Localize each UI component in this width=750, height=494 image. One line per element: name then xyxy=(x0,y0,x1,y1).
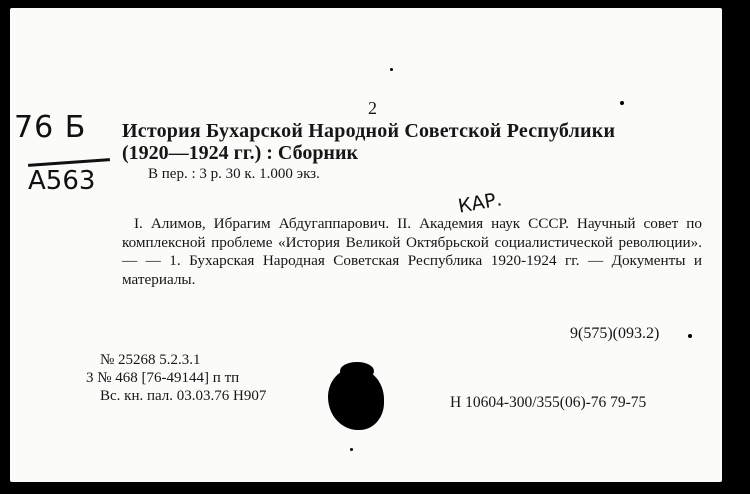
handwritten-shelfmark-top: 76 Б xyxy=(14,110,87,145)
ink-speck xyxy=(350,448,353,451)
title-line-1: История Бухарской Народной Советской Республики xyxy=(122,120,616,142)
record-line-2: 3 № 468 [76-49144] п тп xyxy=(86,370,240,386)
ink-blot-top xyxy=(340,362,374,380)
catalog-code: Н 10604-300/355(06)-76 79-75 xyxy=(450,394,647,411)
title-line-2: (1920—1924 гг.) : Сборник xyxy=(122,142,359,164)
ink-speck xyxy=(390,68,393,71)
record-line-3: Вс. кн. пал. 03.03.76 Н907 xyxy=(100,388,267,404)
price-line: В пер. : 3 р. 30 к. 1.000 экз. xyxy=(148,166,320,182)
ink-speck xyxy=(688,334,692,338)
catalog-card xyxy=(10,8,722,482)
handwritten-annotation: КАР. xyxy=(456,188,504,218)
udc-code: 9(575)(093.2) xyxy=(570,325,660,342)
ink-speck xyxy=(620,101,624,105)
handwritten-shelfmark-bottom: А563 xyxy=(28,166,96,196)
page-number: 2 xyxy=(368,98,377,118)
subject-entries: I. Алимов, Ибрагим Абдугаппарович. II. Академия наук СССР. Научный совет по комплексной проблеме «История Великой Октябрьской социалистической революции». — — 1. Бухарская Народная Советская Республика 1920-1924 гг. — Документы и материалы. xyxy=(122,215,702,288)
record-line-1: № 25268 5.2.3.1 xyxy=(100,352,201,368)
scan-border-right xyxy=(722,0,750,494)
scan-border-bottom xyxy=(0,482,750,494)
